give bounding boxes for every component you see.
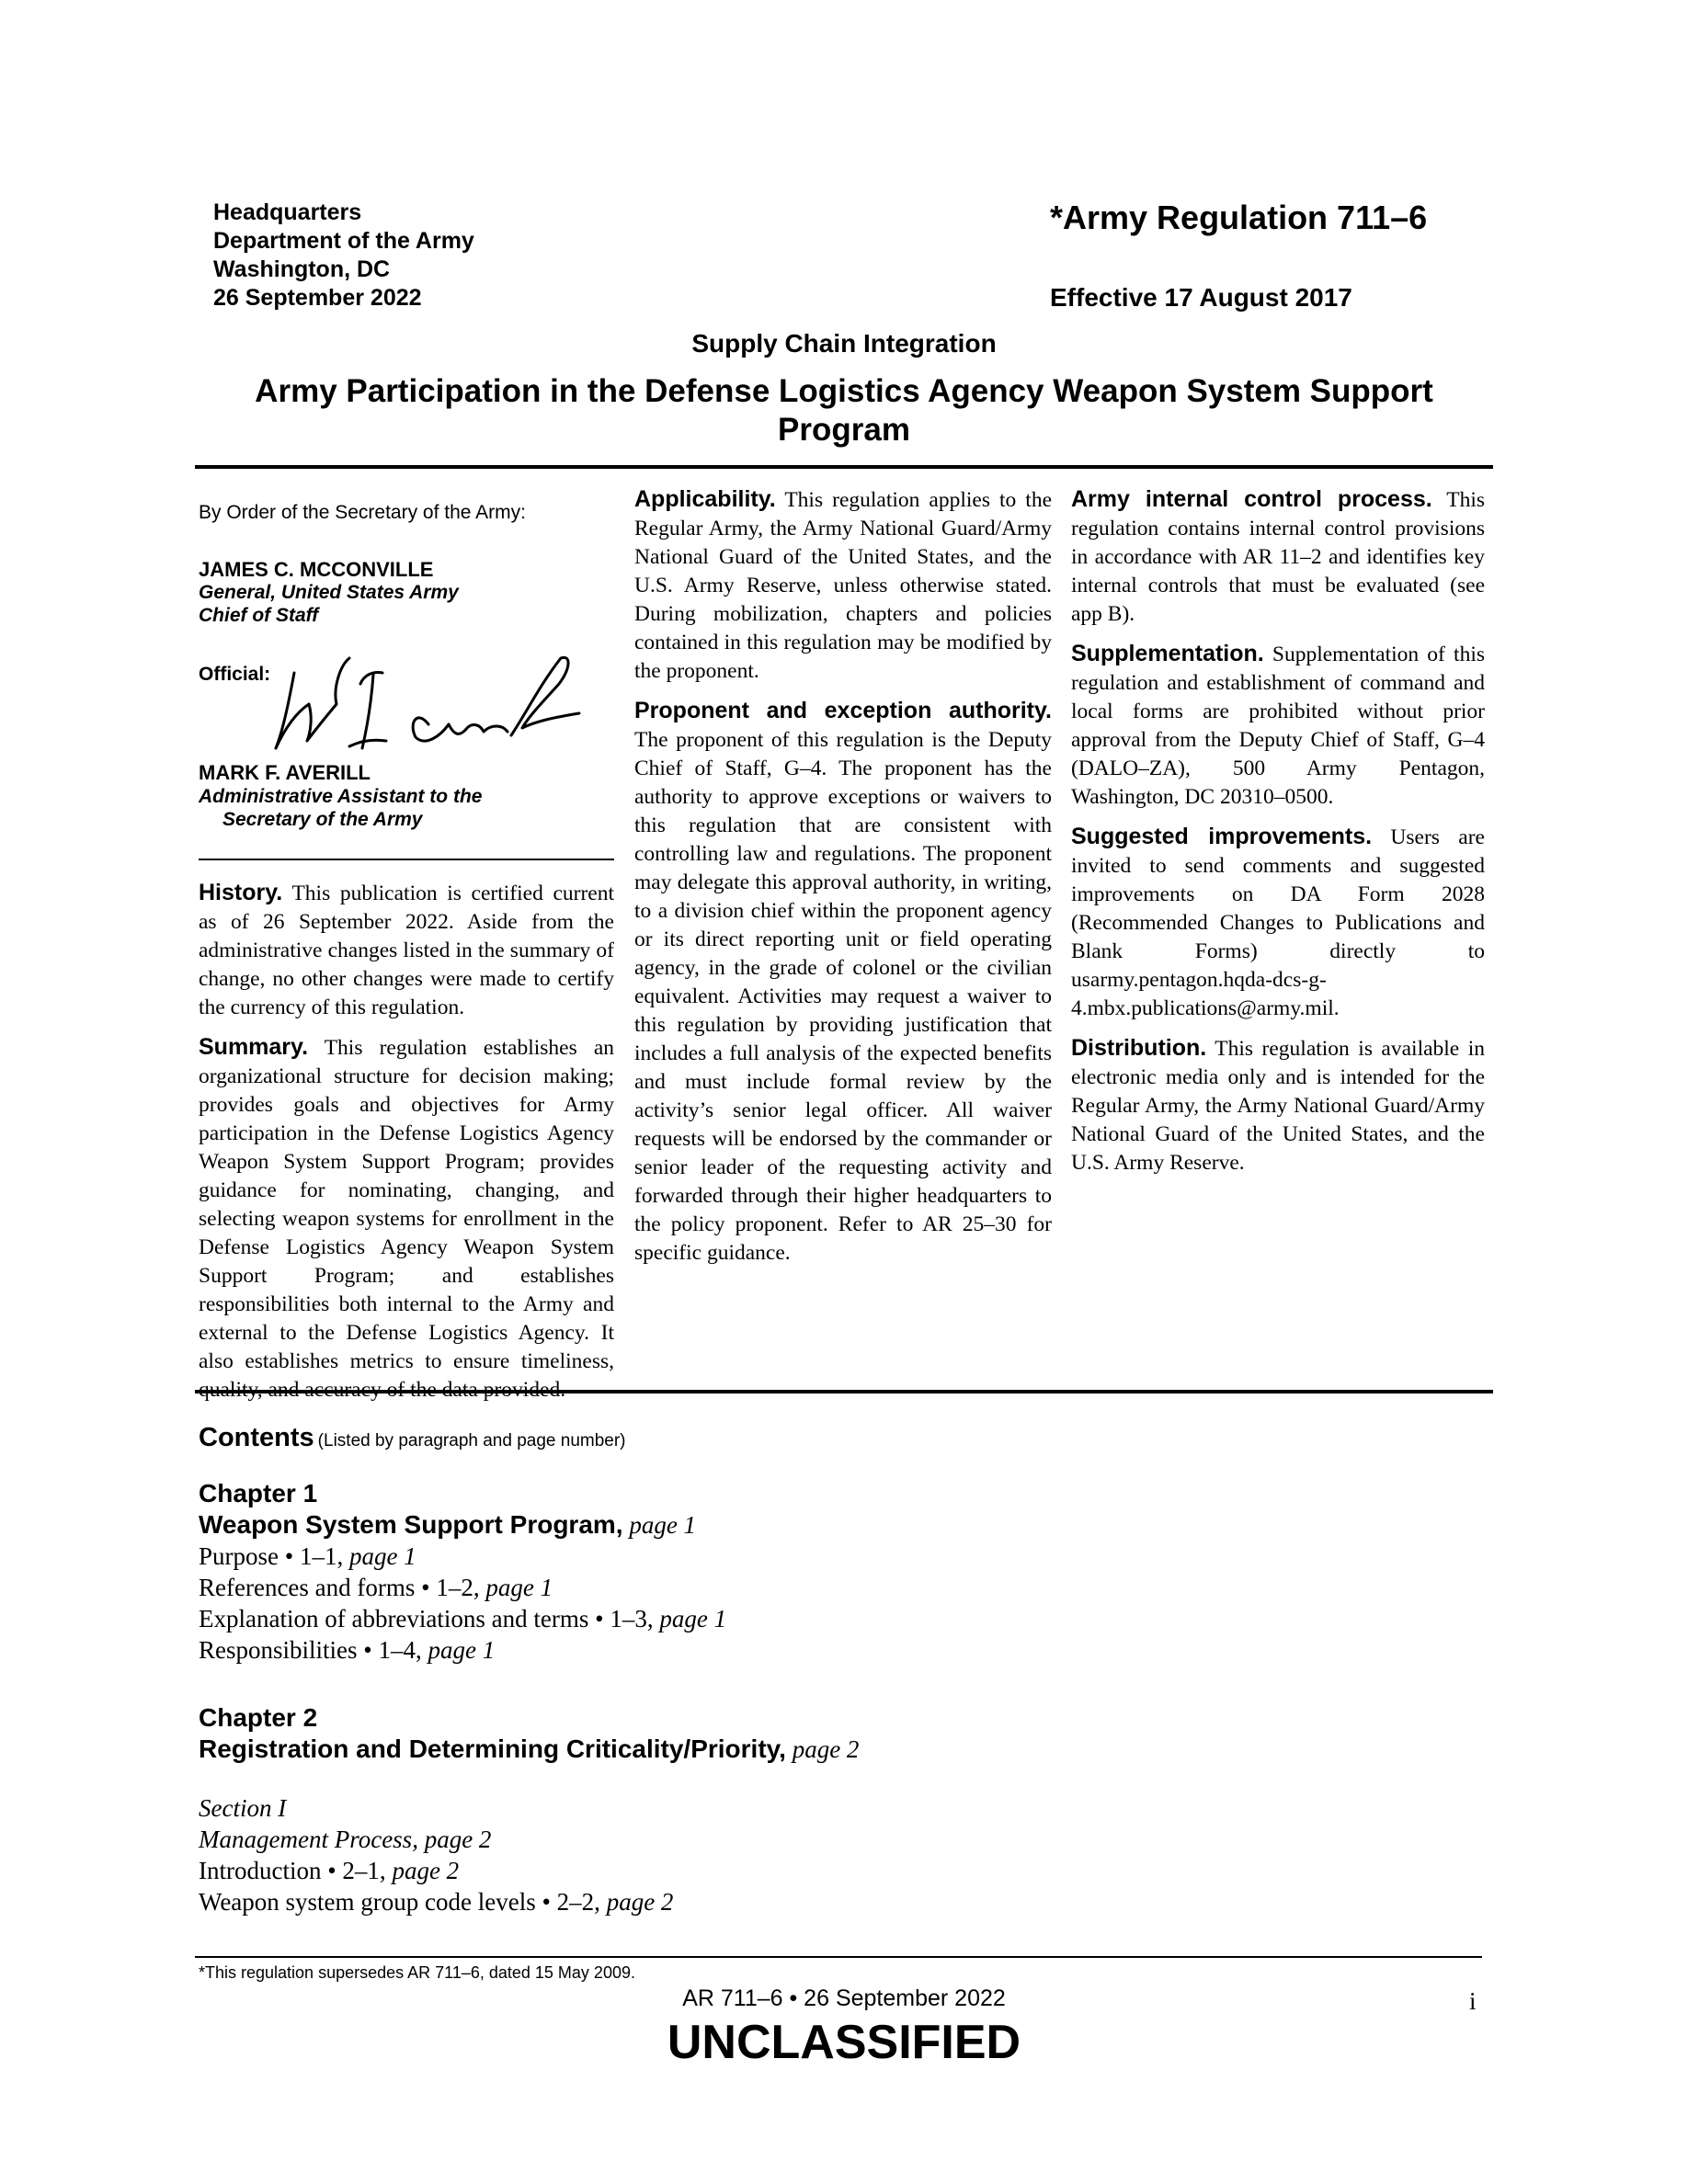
issuer-line: Department of the Army bbox=[213, 228, 474, 254]
issuer-block bbox=[213, 199, 474, 313]
toc-entry-text: Purpose • 1–1, bbox=[199, 1542, 344, 1570]
toc-entry-text: Weapon system group code levels • 2–2, bbox=[199, 1888, 600, 1916]
document-title: Army Participation in the Defense Logistics Agency Weapon System Support Program bbox=[255, 373, 1433, 448]
toc-entry[interactable] bbox=[199, 1855, 859, 1886]
chief-title: General, United States Army bbox=[199, 582, 459, 603]
signature-block bbox=[199, 498, 614, 831]
internal-control-heading: Army internal control process. bbox=[1071, 486, 1432, 512]
supplementation-section bbox=[1071, 640, 1485, 812]
chapter-title-line[interactable] bbox=[199, 1509, 726, 1541]
applicability-heading: Applicability. bbox=[634, 486, 776, 512]
suggested-improvements-heading: Suggested improvements. bbox=[1071, 824, 1373, 849]
toc-entry-page: page 1 bbox=[485, 1574, 553, 1601]
history-body: This publication is certified current as of 26 September 2022. Aside from the administrative changes listed in the summary of change, no other changes were made to certify the currency of this regulation. bbox=[199, 882, 614, 1019]
contents-divider bbox=[195, 1390, 1493, 1393]
toc-entry-text: References and forms • 1–2, bbox=[199, 1574, 480, 1601]
applicability-section bbox=[634, 485, 1052, 686]
contents-heading bbox=[199, 1423, 626, 1453]
chief-title: Chief of Staff bbox=[199, 605, 319, 626]
toc-entry-text: Introduction • 2–1, bbox=[199, 1857, 386, 1884]
regulation-number: *Army Regulation 711–6 bbox=[1050, 199, 1428, 236]
admin-name: MARK F. AVERILL bbox=[199, 761, 371, 784]
suggested-improvements-body: Users are invited to send comments and suggested improvements on DA Form 2028 (Recommended Changes to Publications and Blank Forms) directly to usarmy.pentagon.hqda-dcs-g-4.mbx.publications@army.mil. bbox=[1071, 825, 1485, 1020]
column-2 bbox=[634, 485, 1052, 1279]
internal-control-body: This regulation contains internal control provisions in accordance with AR 11–2 and identifies key internal controls that must be evaluated (see app B). bbox=[1071, 488, 1485, 626]
footer-document-id: AR 711–6 • 26 September 2022 bbox=[682, 1985, 1006, 2011]
section-label[interactable]: Section I bbox=[199, 1794, 287, 1822]
by-order-line: By Order of the Secretary of the Army: bbox=[199, 502, 526, 523]
history-heading: History. bbox=[199, 880, 283, 905]
history-section bbox=[199, 879, 614, 1022]
chapter-title: Weapon System Support Program, bbox=[199, 1510, 623, 1539]
column-divider bbox=[199, 859, 614, 860]
toc-entry[interactable] bbox=[199, 1572, 726, 1603]
distribution-section bbox=[1071, 1034, 1485, 1177]
issuer-line: Headquarters bbox=[213, 199, 362, 225]
classification-marking: UNCLASSIFIED bbox=[667, 2016, 1021, 2069]
summary-body: This regulation establishes an organizational structure for decision making; provides goals and objectives for Army participation in the Defense Logistics Agency Weapon System Support Program; provides guidance for nominating, changing, and selecting weapon systems for enrollment in the Defense Logistics Agency Weapon System Support Program; and establishes responsibilities both internal to the Army and external to the Defense Logistics Agency. It also establishes metrics to ensure timeliness, bbox=[199, 1036, 614, 1373]
chief-name: JAMES C. MCCONVILLE bbox=[199, 558, 434, 581]
toc-entry-page: page 1 bbox=[659, 1605, 727, 1632]
distribution-body: This regulation is available in electronic media only and is intended for the Regular Army, the Army National Guard/Army National Guard of the United States, and the U.S. Army Reserve. bbox=[1071, 1037, 1485, 1175]
spacer bbox=[199, 1765, 859, 1792]
toc-entry-page: page 1 bbox=[428, 1636, 496, 1664]
footer-divider bbox=[195, 1956, 1482, 1958]
toc-chapter-1 bbox=[199, 1478, 726, 1666]
toc-entry[interactable] bbox=[199, 1634, 726, 1666]
toc-chapter-2 bbox=[199, 1702, 859, 1917]
top-divider bbox=[195, 465, 1493, 469]
chapter-label[interactable]: Chapter 2 bbox=[199, 1703, 318, 1732]
summary-section bbox=[199, 1033, 614, 1405]
chapter-label[interactable]: Chapter 1 bbox=[199, 1479, 318, 1507]
contents-note: (Listed by paragraph and page number) bbox=[317, 1431, 626, 1450]
chapter-page: page 2 bbox=[792, 1735, 860, 1763]
official-block bbox=[199, 651, 614, 761]
supersede-note: *This regulation supersedes AR 711–6, dated 15 May 2009. bbox=[199, 1963, 635, 1982]
toc-entry-text: Explanation of abbreviations and terms • 1–3, bbox=[199, 1605, 654, 1632]
applicability-body: This regulation applies to the Regular Army, the Army National Guard/Army National Guard of the United States, and the U.S. Army Reserve, unless otherwise stated. During mobilization, chapters and policies contained in this regulation may be modified by the proponent. bbox=[634, 488, 1052, 683]
column-1 bbox=[199, 485, 614, 1416]
internal-control-section bbox=[1071, 485, 1485, 629]
supplementation-heading: Supplementation. bbox=[1071, 641, 1264, 666]
effective-date: Effective 17 August 2017 bbox=[1050, 283, 1352, 312]
contents-title: Contents bbox=[199, 1423, 314, 1452]
admin-title: Administrative Assistant to the bbox=[199, 786, 483, 807]
distribution-heading: Distribution. bbox=[1071, 1035, 1207, 1061]
proponent-heading: Proponent and exception authority. bbox=[634, 698, 1052, 723]
toc-entry-text: Responsibilities • 1–4, bbox=[199, 1636, 422, 1664]
proponent-body: The proponent of this regulation is the Deputy Chief of Staff, G–4. The proponent has the authority to approve exceptions or waivers to this regulation that are consistent with controlling law and regulations. The proponent may delegate this approval authority, in writing, to a division chief within the proponent agency or its direct reporting unit or field operating agency, in the grade of colonel or the civilian equivalent. Activities may request a waiver to this regulation by providing justification that includes a full analysis of the expected benefits and must include formal review by the activity’s senior legal officer. All waiver requests will be endorsed by the commander or senior leader of the requesting activity and forwarded through their higher headquarters to the policy proponent. Refer to AR 25–30 for specific guidance. bbox=[634, 728, 1052, 1265]
admin-title: Secretary of the Army bbox=[222, 809, 423, 830]
suggested-improvements-section bbox=[1071, 823, 1485, 1023]
issue-date: 26 September 2022 bbox=[213, 285, 422, 311]
handwritten-signature bbox=[235, 651, 603, 761]
section-title[interactable]: Management Process, page 2 bbox=[199, 1826, 492, 1853]
summary-heading: Summary. bbox=[199, 1034, 309, 1060]
chapter-page: page 1 bbox=[629, 1511, 697, 1539]
toc-entry-page: page 2 bbox=[606, 1888, 674, 1916]
toc-entry[interactable] bbox=[199, 1541, 726, 1572]
toc-entry-page: page 1 bbox=[348, 1542, 416, 1570]
chapter-title: Registration and Determining Criticality/Priority, bbox=[199, 1735, 786, 1763]
column-3 bbox=[1071, 485, 1485, 1189]
toc-entry-page: page 2 bbox=[392, 1857, 460, 1884]
issuer-line: Washington, DC bbox=[213, 256, 391, 282]
proponent-section bbox=[634, 697, 1052, 1268]
supplementation-body: Supplementation of this regulation and establishment of command and local forms are prohibited without prior approval from the Deputy Chief of Staff, G–4 (DALO–ZA), 500 Army Pentagon, Washington, DC 20310–0500. bbox=[1071, 643, 1485, 809]
chapter-title-line[interactable] bbox=[199, 1734, 859, 1765]
subject-heading: Supply Chain Integration bbox=[691, 329, 997, 358]
toc-entry[interactable] bbox=[199, 1886, 859, 1917]
official-label: Official: bbox=[199, 664, 271, 685]
toc-entry[interactable] bbox=[199, 1603, 726, 1634]
page-number: i bbox=[1469, 1987, 1477, 2015]
